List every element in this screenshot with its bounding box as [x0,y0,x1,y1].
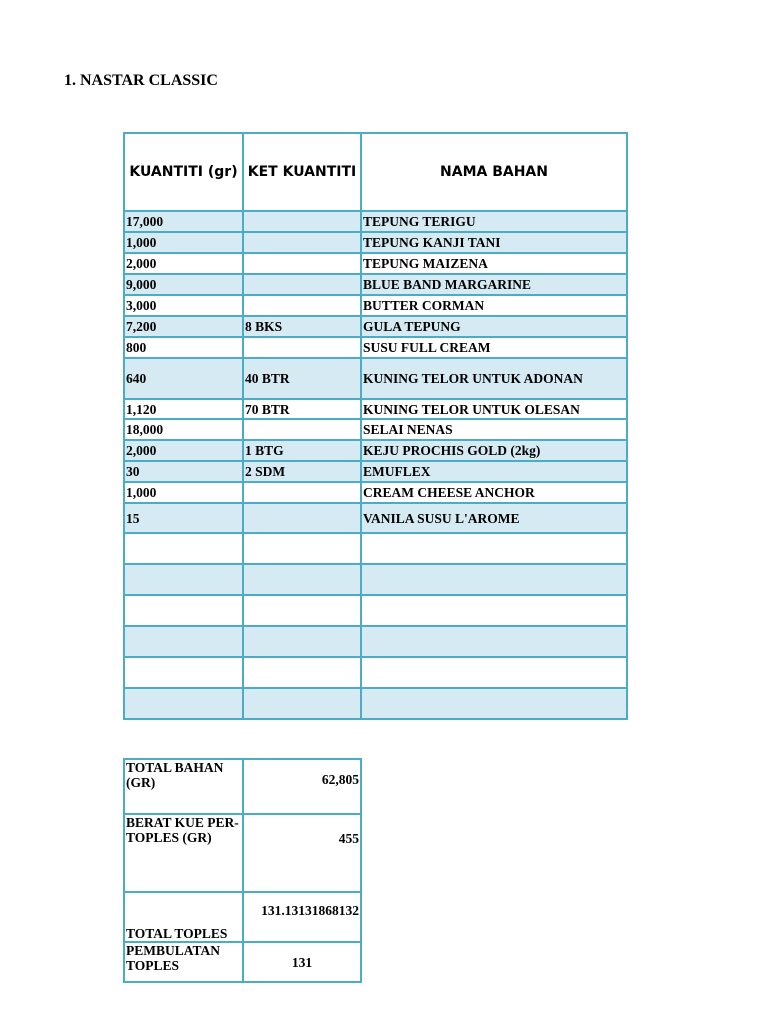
table-row [124,533,627,564]
ket-cell [243,211,361,232]
nama-cell: CREAM CHEESE ANCHOR [361,482,627,503]
nama-cell: KEJU PROCHIS GOLD (2kg) [361,440,627,461]
pembulatan-value: 131 [243,942,361,982]
empty-cell [124,626,243,657]
ket-cell [243,482,361,503]
table-row [124,316,627,337]
empty-cell [243,688,361,719]
qty-cell: 1,000 [124,482,243,503]
nama-cell: TEPUNG KANJI TANI [361,232,627,253]
ket-cell: 1 BTG [243,440,361,461]
table-row [124,461,627,482]
empty-cell [124,657,243,688]
total-bahan-value: 62,805 [243,759,361,814]
nama-cell: TEPUNG TERIGU [361,211,627,232]
qty-cell: 7,200 [124,316,243,337]
ket-cell [243,295,361,316]
summary-row-total-bahan [124,759,361,814]
table-header-row [124,133,627,211]
qty-cell: 2,000 [124,440,243,461]
qty-cell: 9,000 [124,274,243,295]
empty-cell [124,595,243,626]
table-row [124,482,627,503]
empty-cell [243,657,361,688]
table-row [124,657,627,688]
qty-cell: 30 [124,461,243,482]
table-row [124,274,627,295]
empty-cell [243,595,361,626]
qty-cell: 1,120 [124,399,243,419]
table-row [124,503,627,533]
qty-cell: 800 [124,337,243,358]
nama-cell: TEPUNG MAIZENA [361,253,627,274]
total-toples-value: 131.13131868132 [243,892,361,942]
total-toples-label: TOTAL TOPLES [124,892,243,942]
summary-table [123,758,362,983]
qty-cell: 18,000 [124,419,243,440]
header-nama-bahan: NAMA BAHAN [361,133,627,211]
nama-cell: KUNING TELOR UNTUK OLESAN [361,399,627,419]
ket-cell: 70 BTR [243,399,361,419]
table-row [124,564,627,595]
qty-cell: 15 [124,503,243,533]
ket-cell [243,253,361,274]
summary-row-total-toples [124,892,361,942]
qty-cell: 2,000 [124,253,243,274]
empty-cell [243,626,361,657]
ket-cell: 40 BTR [243,358,361,399]
table-row [124,440,627,461]
empty-cell [361,688,627,719]
table-row [124,232,627,253]
qty-cell: 1,000 [124,232,243,253]
table-row [124,337,627,358]
table-row [124,626,627,657]
nama-cell: EMUFLEX [361,461,627,482]
header-ket-kuantiti: KET KUANTITI [243,133,361,211]
nama-cell: BUTTER CORMAN [361,295,627,316]
table-row [124,595,627,626]
ket-cell [243,503,361,533]
table-row [124,688,627,719]
empty-cell [124,533,243,564]
header-kuantiti: KUANTITI (gr) [124,133,243,211]
empty-cell [124,688,243,719]
empty-cell [361,626,627,657]
table-row [124,419,627,440]
qty-cell: 17,000 [124,211,243,232]
table-row [124,253,627,274]
empty-cell [361,564,627,595]
ket-cell: 2 SDM [243,461,361,482]
nama-cell: BLUE BAND MARGARINE [361,274,627,295]
total-bahan-label: TOTAL BAHAN (GR) [124,759,243,814]
empty-cell [243,533,361,564]
ket-cell [243,274,361,295]
table-row [124,358,627,399]
pembulatan-label: PEMBULATAN TOPLES [124,942,243,982]
ket-cell [243,232,361,253]
ket-cell [243,337,361,358]
empty-cell [361,657,627,688]
ingredients-table [123,132,628,720]
ket-cell [243,419,361,440]
empty-cell [361,533,627,564]
qty-cell: 640 [124,358,243,399]
nama-cell: KUNING TELOR UNTUK ADONAN [361,358,627,399]
nama-cell: SELAI NENAS [361,419,627,440]
summary-row-berat-kue [124,814,361,892]
berat-kue-label: BERAT KUE PER-TOPLES (GR) [124,814,243,892]
table-row [124,399,627,419]
nama-cell: VANILA SUSU L'AROME [361,503,627,533]
empty-cell [361,595,627,626]
empty-cell [124,564,243,595]
nama-cell: SUSU FULL CREAM [361,337,627,358]
empty-cell [243,564,361,595]
summary-row-pembulatan [124,942,361,982]
nama-cell: GULA TEPUNG [361,316,627,337]
table-row [124,295,627,316]
qty-cell: 3,000 [124,295,243,316]
berat-kue-value: 455 [243,814,361,892]
page-title: 1. NASTAR CLASSIC [64,72,218,89]
ket-cell: 8 BKS [243,316,361,337]
table-row [124,211,627,232]
